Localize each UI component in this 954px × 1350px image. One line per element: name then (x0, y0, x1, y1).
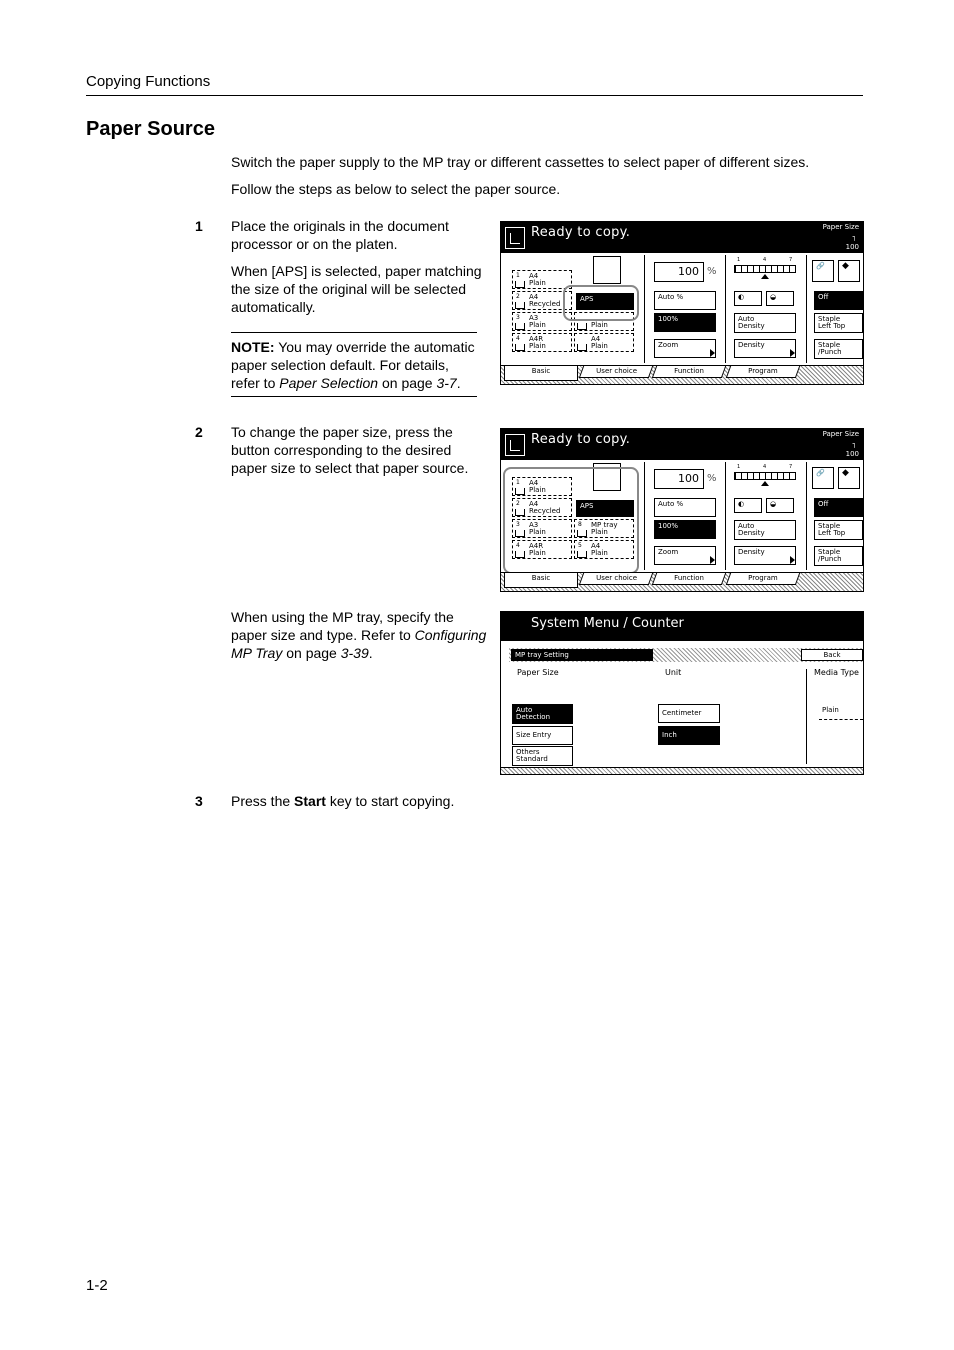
tray-4-no: 4 (516, 335, 520, 342)
step-2-number: 2 (195, 424, 203, 440)
note-mid: on page (378, 375, 437, 391)
chevron-right-icon (790, 349, 795, 357)
running-header: Copying Functions (86, 73, 211, 90)
paper-size-label: Paper Size (822, 223, 859, 231)
mp-text-page: 3-39 (340, 645, 369, 661)
note-box (231, 332, 477, 397)
paper-size-heading: Paper Size (517, 668, 559, 677)
chevron-right-icon (790, 556, 795, 564)
tray-5-type: Plain (591, 321, 608, 329)
auto-density-button[interactable] (734, 520, 796, 540)
density-scale (734, 265, 796, 273)
intro-paragraph-1: Switch the paper supply to the MP tray or different cassettes to select paper of different sizes. (231, 154, 810, 170)
zoom-button[interactable] (654, 339, 716, 358)
tray-1-no: 1 (516, 272, 520, 279)
tray-5-no: 5 (578, 542, 582, 549)
tab-basic-label: Basic (531, 367, 551, 375)
staple-punch-button[interactable] (814, 339, 863, 359)
auto-detection-button[interactable] (512, 704, 573, 724)
mp-text-mid: on page (282, 645, 341, 661)
staple-left-top-button[interactable] (814, 313, 863, 333)
tab-program[interactable] (726, 573, 800, 585)
darker-button[interactable] (766, 291, 794, 306)
paper-size-indicator: Paper Size ┐ 100 (822, 430, 859, 458)
mp-tray-type: Plain (591, 528, 608, 536)
paper-size-label: Paper Size (822, 430, 859, 438)
darker-button[interactable] (766, 498, 794, 513)
staple-punch-line2: /Punch (818, 348, 842, 356)
chevron-right-icon (710, 556, 715, 564)
tray-6-size: A4 (591, 335, 601, 343)
cassette-icon (577, 344, 587, 351)
mp-text-link: Configuring MP Tray (231, 627, 487, 661)
intro-paragraph-2: Follow the steps as below to select the paper source. (231, 181, 561, 197)
divider (806, 255, 807, 363)
tray-3-no: 3 (516, 314, 520, 321)
cassette-icon (515, 281, 525, 288)
tab-user-choice-label: User choice (595, 367, 637, 375)
tab-user-choice-label: User choice (595, 574, 637, 582)
step-3-number: 3 (195, 793, 203, 809)
copy-count-display: 100 (654, 262, 704, 282)
lighter-icon: ◐ (738, 293, 745, 301)
density-pointer-icon (761, 481, 769, 486)
mp-tray-setting-label: MP tray Setting (511, 649, 653, 661)
lighter-icon: ◐ (738, 500, 745, 508)
aps-button[interactable]: APS (576, 500, 634, 517)
copy-screen-2 (500, 428, 864, 592)
punch-icon: ◆ (838, 260, 860, 282)
tray-3-size: A3 (529, 314, 539, 322)
step-3-pre: Press the (231, 793, 295, 809)
media-type-heading: Media Type (814, 668, 859, 677)
tab-function-label: Function (674, 367, 705, 375)
size-entry-button[interactable]: Size Entry (512, 726, 573, 745)
staple-icon: 🔗 (812, 467, 834, 489)
tray-6-type: Plain (591, 342, 608, 350)
others-standard-line2: Standard (516, 755, 548, 763)
staple-punch-line1: Staple (818, 341, 841, 349)
mp-text-pre: When using the MP tray, specify the paper size and type. Refer to (231, 609, 454, 643)
mp-tray-no: 8 (578, 521, 582, 528)
mp-tray-size: MP tray (591, 521, 618, 529)
step-1-number: 1 (195, 218, 203, 234)
tray-5-type: Plain (591, 549, 608, 557)
density-scale (734, 472, 796, 480)
note-label: NOTE: (231, 339, 275, 355)
step-1-aps-text: When [APS] is selected, paper matching the size of the original will be selected automatically. (231, 263, 482, 315)
tab-basic-label: Basic (531, 574, 551, 582)
tray-4-no: 4 (516, 542, 520, 549)
tab-basic[interactable] (504, 573, 578, 588)
paper-size-indicator: Paper Size ┐ 100 (822, 223, 859, 251)
mp-text-end: . (368, 645, 373, 661)
divider (725, 462, 726, 570)
staple-left-top-line2: Left Top (818, 322, 846, 330)
scale-mid: 4 (763, 257, 767, 263)
divider (644, 462, 645, 570)
density-pointer-icon (761, 274, 769, 279)
punch-icon: ◆ (838, 467, 860, 489)
auto-density-line1: Auto (738, 522, 755, 530)
tab-function[interactable] (652, 573, 726, 585)
mp-tray-icon (577, 323, 587, 330)
tab-program-label: Program (748, 574, 778, 582)
staple-punch-line2: /Punch (818, 555, 842, 563)
divider (644, 255, 645, 363)
staple-punch-button[interactable] (814, 546, 863, 566)
tray-4-size: A4R (529, 542, 544, 550)
darker-icon: ◒ (770, 500, 777, 508)
copier-icon (593, 256, 621, 284)
cassette-icon (515, 302, 525, 309)
page-title: Paper Source (86, 118, 215, 140)
inch-button[interactable]: Inch (658, 726, 720, 745)
zoom-label: Zoom (658, 548, 679, 556)
note-link: Paper Selection (279, 375, 379, 391)
tab-basic[interactable] (504, 366, 578, 381)
paper-size-value: 100 (845, 243, 859, 251)
zoom-button[interactable] (654, 546, 716, 565)
back-button[interactable]: Back (801, 649, 863, 661)
tab-bar (501, 365, 863, 385)
auto-detection-line2: Detection (516, 713, 551, 721)
others-standard-button[interactable] (512, 746, 573, 766)
100-percent-button[interactable]: 100% (654, 520, 716, 539)
step-1-text: Place the originals in the document processor or on the platen. (231, 218, 449, 252)
tab-user-choice[interactable] (579, 573, 653, 585)
density-label: Density (738, 548, 765, 556)
others-standard-line1: Others (516, 748, 540, 756)
note-end: . (456, 375, 461, 391)
tray-1-type: Plain (529, 486, 546, 494)
paper-size-value: 100 (845, 450, 859, 458)
copy-screen-1 (500, 221, 864, 385)
percent-sign: % (707, 473, 717, 484)
density-button[interactable] (734, 546, 796, 565)
step-3-text (231, 792, 531, 810)
highlight-ring (503, 467, 639, 574)
note-page: 3-7 (436, 375, 457, 391)
staple-icon: 🔗 (812, 260, 834, 282)
tray-2-size: A4 (529, 500, 539, 508)
scale-mid: 4 (763, 464, 767, 470)
tab-user-choice[interactable] (579, 366, 653, 378)
scale-right: 7 (789, 257, 793, 263)
tray-6-button[interactable] (574, 333, 634, 352)
tray-2-no: 2 (516, 500, 520, 507)
auto-percent-button[interactable]: Auto % (654, 498, 716, 517)
staple-off-button[interactable]: Off (814, 498, 863, 517)
auto-density-line2: Density (738, 529, 765, 537)
document-icon (505, 227, 525, 249)
tray-2-type: Recycled (529, 507, 561, 515)
copy-count-display: 100 (654, 469, 704, 489)
system-menu-screen (500, 611, 864, 775)
auto-density-line1: Auto (738, 315, 755, 323)
scale-left: 1 (737, 464, 741, 470)
100-percent-button[interactable]: 100% (654, 313, 716, 332)
tray-4-type: Plain (529, 342, 546, 350)
note-text: You may override the automatic paper selection default. For details, refer to (231, 339, 475, 391)
divider (806, 669, 807, 764)
status-message: Ready to copy. (531, 225, 631, 240)
tray-1-size: A4 (529, 272, 539, 280)
staple-punch-line1: Staple (818, 548, 841, 556)
tray-3-type: Plain (529, 528, 546, 536)
auto-density-line2: Density (738, 322, 765, 330)
step-2-mp-text (231, 608, 489, 662)
scale-left: 1 (737, 257, 741, 263)
page-number: 1-2 (86, 1277, 108, 1294)
unit-heading: Unit (665, 668, 682, 677)
tray-4-button[interactable] (512, 333, 572, 352)
tray-4-size: A4R (529, 335, 544, 343)
divider (806, 462, 807, 570)
cassette-icon (515, 323, 525, 330)
percent-sign: % (707, 266, 717, 277)
tray-1-type: Plain (529, 279, 546, 287)
tray-1-no: 1 (516, 479, 520, 486)
density-label: Density (738, 341, 765, 349)
staple-left-top-line2: Left Top (818, 529, 846, 537)
centimeter-button[interactable]: Centimeter (658, 704, 720, 723)
document-icon (505, 434, 525, 456)
tray-2-type: Recycled (529, 300, 561, 308)
tray-3-size: A3 (529, 521, 539, 529)
start-key-label: Start (294, 793, 326, 809)
density-button[interactable] (734, 339, 796, 358)
staple-left-top-line1: Staple (818, 315, 841, 323)
tab-program[interactable] (726, 366, 800, 378)
staple-off-button[interactable]: Off (814, 291, 863, 310)
status-bar (501, 222, 863, 253)
tray-3-type: Plain (529, 321, 546, 329)
status-bar (501, 429, 863, 460)
chevron-right-icon (710, 349, 715, 357)
tray-1-button[interactable] (512, 270, 572, 289)
auto-percent-button[interactable]: Auto % (654, 291, 716, 310)
zoom-label: Zoom (658, 341, 679, 349)
tray-2-size: A4 (529, 293, 539, 301)
aps-button[interactable]: APS (576, 293, 634, 310)
media-type-plain[interactable]: Plain (819, 704, 863, 720)
tab-function[interactable] (652, 366, 726, 378)
divider (725, 255, 726, 363)
tray-2-no: 2 (516, 293, 520, 300)
system-menu-title: System Menu / Counter (501, 612, 863, 641)
tab-function-label: Function (674, 574, 705, 582)
highlight-ring (563, 285, 639, 321)
step-2-text: To change the paper size, press the button corresponding to the desired paper size to select that paper source. (231, 424, 469, 476)
step-3-post: key to start copying. (325, 793, 455, 809)
tab-bar (501, 572, 863, 592)
auto-density-button[interactable] (734, 313, 796, 333)
status-message: Ready to copy. (531, 432, 631, 447)
lighter-button[interactable] (734, 291, 762, 306)
staple-left-top-button[interactable] (814, 520, 863, 540)
darker-icon: ◒ (770, 293, 777, 301)
tray-1-size: A4 (529, 479, 539, 487)
tray-3-no: 3 (516, 521, 520, 528)
scale-right: 7 (789, 464, 793, 470)
lighter-button[interactable] (734, 498, 762, 513)
bottom-hatch (501, 767, 863, 774)
tray-5-size: A4 (591, 542, 601, 550)
header-rule (86, 95, 863, 96)
staple-left-top-line1: Staple (818, 522, 841, 530)
auto-detection-line1: Auto (516, 706, 533, 714)
cassette-icon (515, 344, 525, 351)
tab-program-label: Program (748, 367, 778, 375)
tray-4-type: Plain (529, 549, 546, 557)
